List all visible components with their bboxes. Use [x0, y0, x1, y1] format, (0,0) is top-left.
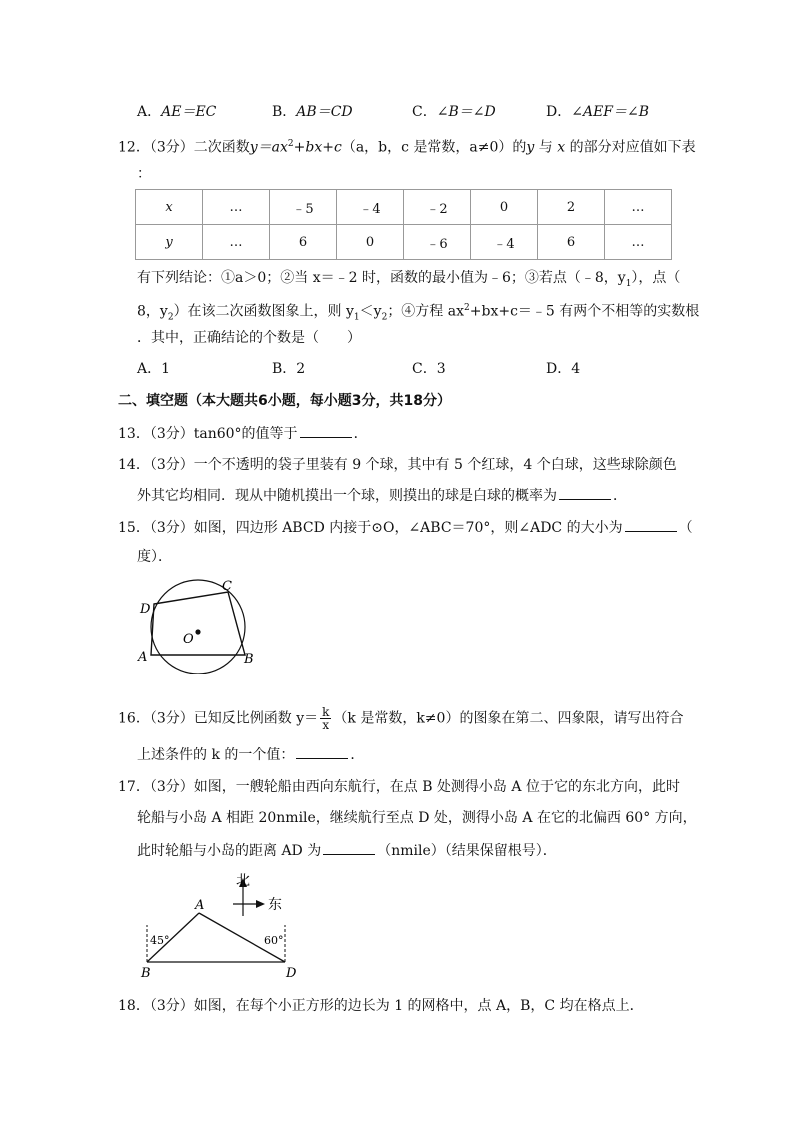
q15-line2: 度）．	[137, 549, 172, 565]
q12-conclusions-line1: 有下列结论：①a＞0；②当 x＝﹣2 时，函数的最小值为﹣6；③若点（﹣8，$y_1$），点（	[137, 270, 681, 289]
q12-option-d: D．4	[546, 361, 581, 377]
table-cell: ﹣6	[404, 225, 471, 260]
q15-line1: 15．（3分）如图，四边形 ABCD 内接于⊙O，∠ABC＝70°，则∠ADC 的大小为 （	[118, 517, 693, 538]
east-label: 东	[268, 897, 282, 913]
label-o: O	[183, 632, 194, 647]
table-cell: 6	[538, 225, 605, 260]
fraction-k-over-x: $\frac{k}{x}$	[322, 705, 330, 732]
answer-blank[interactable]	[296, 744, 348, 759]
circle-o	[151, 580, 245, 674]
table-cell: x	[136, 190, 203, 225]
label-a: A	[138, 650, 148, 665]
table-row-x	[136, 190, 672, 225]
label-c: C	[222, 579, 232, 594]
label-b: B	[244, 652, 254, 667]
q17-navigation-figure	[138, 870, 308, 985]
angle-60-label: 60°	[264, 934, 284, 947]
label-d: D	[286, 966, 297, 981]
center-point	[195, 629, 200, 634]
section-title: 二、填空题（本大题共6小题，每小题3分，共18分）	[118, 393, 451, 409]
q11-option-a: A．AE＝EC	[137, 104, 217, 120]
q18: 18．（3分）如图，在每个小正方形的边长为 1 的网格中，点 A，B，C 均在格点上．	[118, 998, 644, 1014]
q12-stem: 12．（3分）二次函数$y=ax^2+bx+c(a$，b，c 是常数，a≠0）的y 与 x 的部分对应值如下表	[118, 139, 696, 156]
q12-value-table	[135, 189, 672, 260]
q12-conclusions-line3: ．其中，正确结论的个数是（ ）	[137, 330, 361, 346]
table-cell: ﹣5	[270, 190, 337, 225]
q14-line1: 14．（3分）一个不透明的袋子里装有 9 个球，其中有 5 个红球，4 个白球，这些球除颜色	[118, 457, 677, 473]
angle-45-label: 45°	[150, 934, 170, 947]
q12-option-c: C．3	[412, 361, 446, 377]
table-cell: 2	[538, 190, 605, 225]
q13: 13．（3分）tan60°的值等于 ．	[118, 423, 368, 444]
q14-line2: 外其它均相同．现从中随机摸出一个球，则摸出的球是白球的概率为 ．	[137, 485, 627, 506]
answer-blank[interactable]	[300, 423, 352, 438]
q12-option-a: A．1	[137, 361, 171, 377]
q11-option-c: C．∠B＝∠D	[412, 104, 496, 120]
answer-blank[interactable]	[559, 485, 611, 500]
q17-line1: 17．（3分）如图，一艘轮船由西向东航行，在点 B 处测得小岛 A 位于它的东北方向，此时	[118, 779, 680, 795]
q16-line1: 16．（3分）已知反比例函数 y＝ $\frac{k}{x}$ （k 是常数，k≠0）的图象在第二、四象限，请写出符合	[118, 705, 684, 732]
quadrilateral-abcd	[151, 592, 245, 655]
answer-blank[interactable]	[323, 840, 375, 855]
q17-line2: 轮船与小岛 A 相距 20nmile，继续航行至点 D 处，测得小岛 A 在它的北偏西 60° 方向，	[137, 810, 697, 826]
east-arrow-head	[256, 900, 265, 908]
table-cell: …	[203, 225, 270, 260]
q11-option-d: D．∠AEF＝∠B	[546, 104, 650, 120]
q16-line2: 上述条件的 k 的一个值： ．	[137, 744, 364, 765]
q12-conclusions-line2: 8，$y_2$）在该二次函数图象上，则 $y_1<y_2$；④方程 $ax^2+bx+c=﹣5$ 有两个不相等的实数根	[137, 303, 700, 323]
label-b: B	[141, 966, 151, 981]
label-d: D	[140, 602, 151, 617]
label-a: A	[195, 898, 205, 913]
north-label: 北	[236, 873, 250, 889]
table-cell: 6	[270, 225, 337, 260]
table-cell: y	[136, 225, 203, 260]
table-cell: …	[605, 225, 672, 260]
table-cell: ﹣2	[404, 190, 471, 225]
table-cell: 0	[471, 190, 538, 225]
table-cell: ﹣4	[471, 225, 538, 260]
q11-option-b: B．AB＝CD	[272, 104, 353, 120]
table-cell: …	[605, 190, 672, 225]
q17-line3: 此时轮船与小岛的距离 AD 为 （nmile）（结果保留根号）．	[137, 840, 557, 861]
answer-blank[interactable]	[625, 517, 677, 532]
q12-option-b: B．2	[272, 361, 306, 377]
table-cell: ﹣4	[337, 190, 404, 225]
q15-circle-figure	[134, 574, 264, 674]
table-row-y	[136, 225, 672, 260]
q12-colon: ：	[137, 166, 151, 182]
table-cell: …	[203, 190, 270, 225]
table-cell: 0	[337, 225, 404, 260]
